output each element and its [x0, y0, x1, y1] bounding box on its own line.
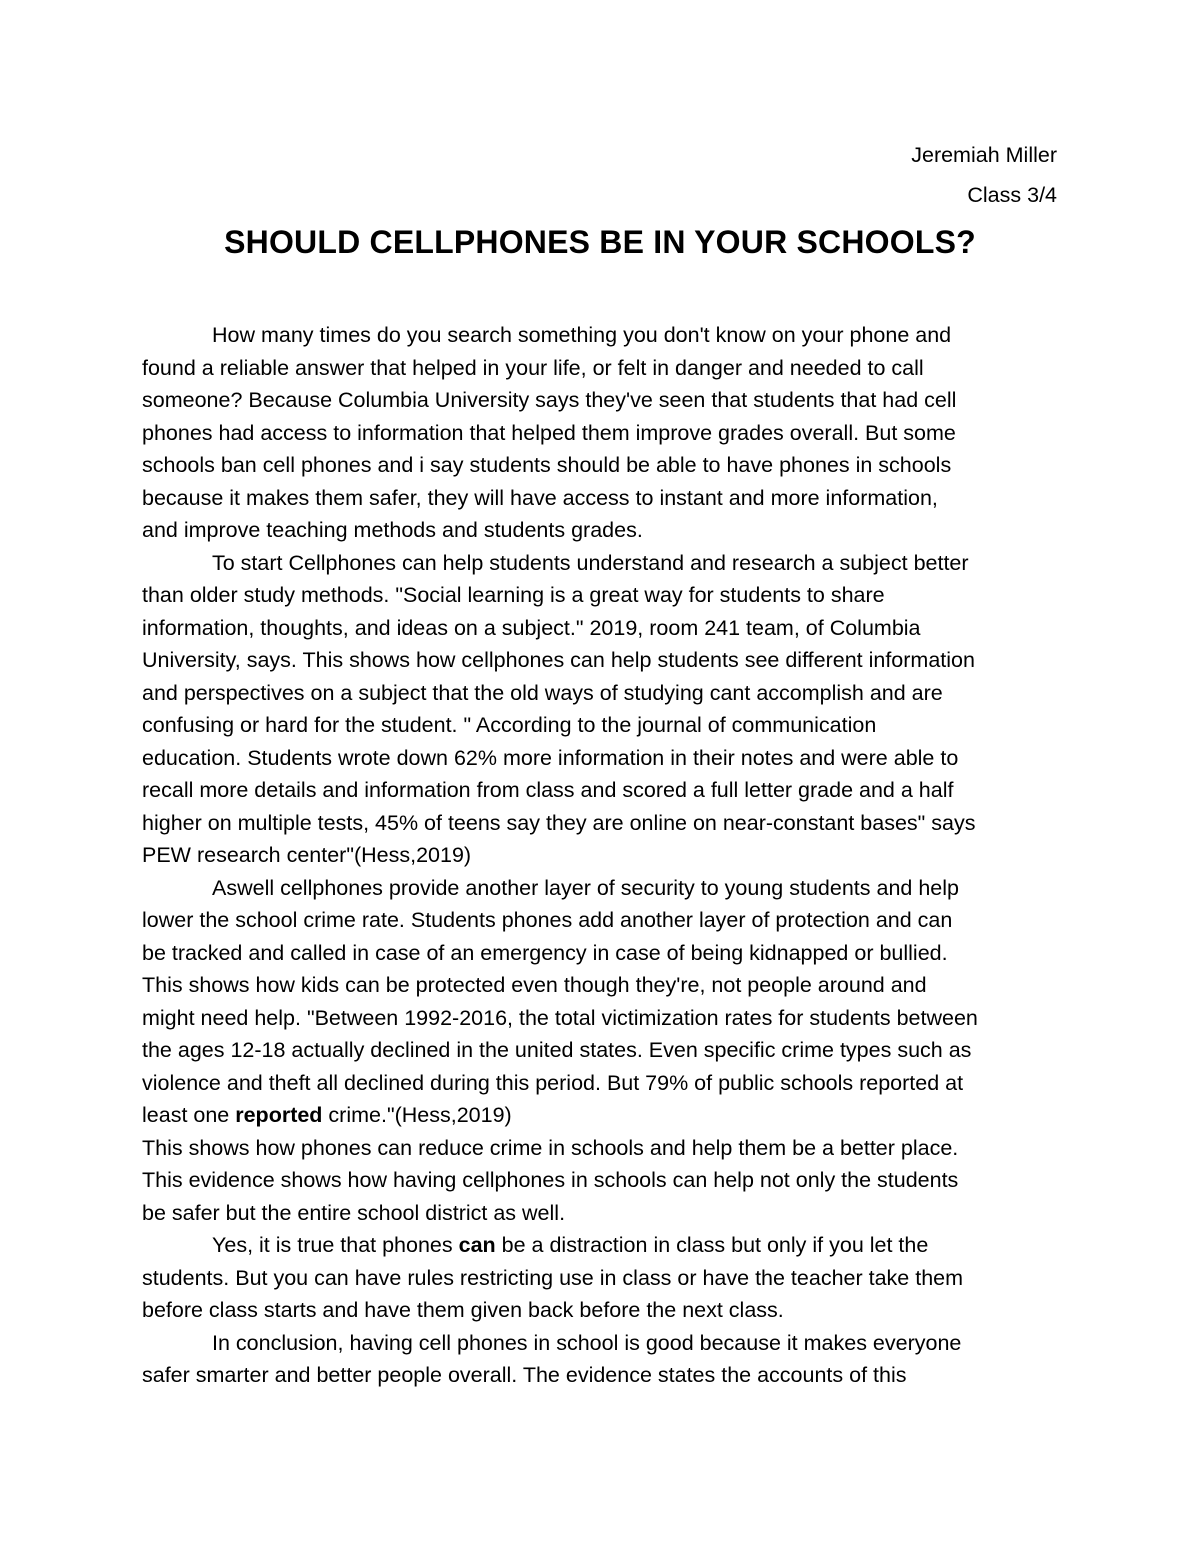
- paragraph-5-line: before class starts and have them given back before the next class.: [142, 1298, 784, 1322]
- paragraph-2-line: information, thoughts, and ideas on a subject." 2019, room 241 team, of Columbia: [142, 615, 921, 640]
- paragraph-2-line: and perspectives on a subject that the old ways of studying cant accomplish and are: [142, 680, 943, 705]
- paragraph-1-line: How many times do you search something you don't know on your phone and: [212, 323, 952, 347]
- paragraph-2-line: than older study methods. "Social learning is a great way for students to share: [142, 583, 885, 607]
- paragraph-1-line: phones had access to information that helped them improve grades overall. But some: [142, 420, 956, 445]
- paragraph-1-line: found a reliable answer that helped in your life, or felt in danger and needed to call: [142, 355, 924, 380]
- paragraph-4-line: This shows how phones can reduce crime in schools and help them be a better place.: [142, 1135, 959, 1160]
- paragraph-6-line: In conclusion, having cell phones in school is good because it makes everyone: [212, 1330, 962, 1355]
- inline-text: least one: [142, 1103, 236, 1127]
- bold-word: can: [458, 1233, 496, 1257]
- paragraph-2-line: recall more details and information from class and scored a full letter grade and a half: [142, 778, 954, 802]
- paragraph-1-line: and improve teaching methods and students grades.: [142, 518, 643, 542]
- paragraph-1-line: because it makes them safer, they will have access to instant and more information,: [142, 485, 938, 510]
- paragraph-2-line: PEW research center"(Hess,2019): [142, 843, 472, 867]
- paragraph-3-line: Aswell cellphones provide another layer of security to young students and help: [212, 875, 959, 900]
- paragraph-5-line: students. But you can have rules restricting use in class or have the teacher take them: [142, 1265, 964, 1290]
- paragraph-3-line: be tracked and called in case of an emergency in case of being kidnapped or bullied.: [142, 940, 948, 965]
- inline-text: be a distraction in class but only if you let the: [495, 1233, 929, 1257]
- paragraph-3-line: might need help. "Between 1992-2016, the total victimization rates for students between: [142, 1005, 978, 1030]
- paragraph-5-line: [142, 1229, 1072, 1262]
- paragraph-2-line: higher on multiple tests, 45% of teens say they are online on near-constant bases" says: [142, 810, 976, 835]
- paragraph-2-line: University, says. This shows how cellphones can help students see different information: [142, 648, 975, 672]
- paragraph-6-line: safer smarter and better people overall. The evidence states the accounts of this: [142, 1363, 907, 1387]
- paragraph-2-line: To start Cellphones can help students understand and research a subject better: [212, 550, 969, 575]
- paragraph-1-line: someone? Because Columbia University says they've seen that students that had cell: [142, 388, 957, 412]
- essay-title: SHOULD CELLPHONES BE IN YOUR SCHOOLS?: [224, 224, 976, 260]
- paragraph-3-line: lower the school crime rate. Students phones add another layer of protection and can: [142, 908, 953, 932]
- paragraph-2-line: confusing or hard for the student. " According to the journal of communication: [142, 713, 877, 737]
- paragraph-3-line: violence and theft all declined during this period. But 79% of public schools reported at: [142, 1070, 964, 1095]
- paragraph-1-line: schools ban cell phones and i say students should be able to have phones in schools: [142, 453, 952, 477]
- paragraph-2-line: education. Students wrote down 62% more information in their notes and were able to: [142, 745, 959, 770]
- essay-body: [142, 319, 1072, 1392]
- class-period: Class 3/4: [967, 183, 1057, 207]
- inline-text: crime."(Hess,2019): [322, 1103, 512, 1127]
- paragraph-3-line: [142, 1099, 1072, 1132]
- author-name: Jeremiah Miller: [911, 143, 1057, 167]
- inline-text: Yes, it is true that phones: [212, 1233, 459, 1257]
- paragraph-3-line: This shows how kids can be protected even though they're, not people around and: [142, 973, 927, 997]
- paragraph-4-line: be safer but the entire school district as well.: [142, 1200, 566, 1225]
- paragraph-4-line: This evidence shows how having cellphones in schools can help not only the students: [142, 1168, 959, 1192]
- paragraph-3-line: the ages 12-18 actually declined in the united states. Even specific crime types such as: [142, 1038, 972, 1062]
- bold-word: reported: [235, 1103, 323, 1127]
